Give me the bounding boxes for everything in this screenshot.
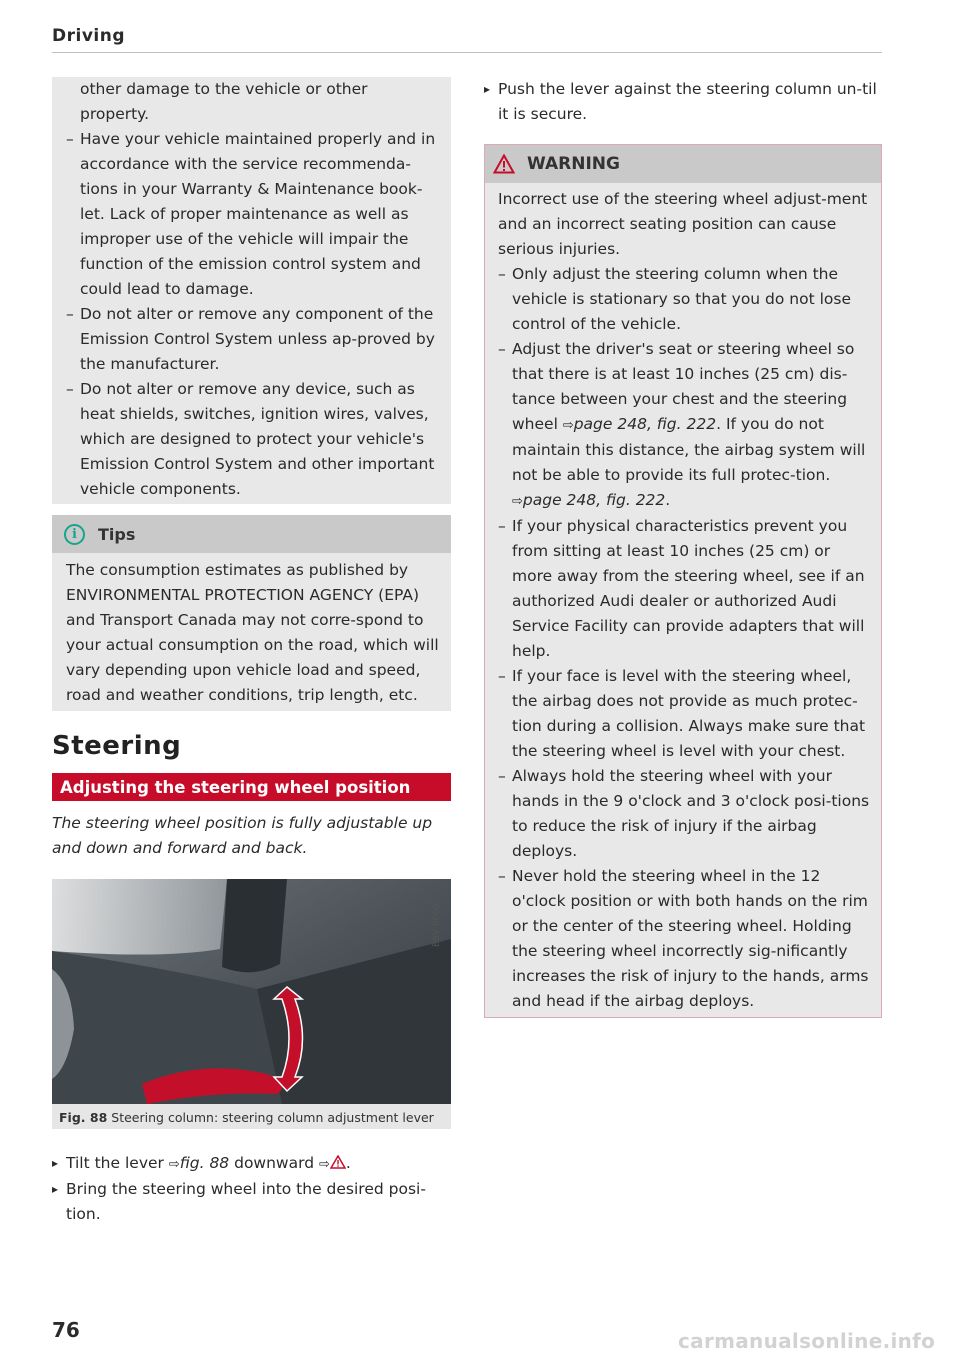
- section-bar: Adjusting the steering wheel position: [52, 773, 451, 801]
- fig-ref[interactable]: fig. 88: [179, 1154, 230, 1172]
- tips-body: The consumption estimates as published by ENVIRONMENTAL PROTECTION AGENCY (EPA) and Transport Canada may not corre-spond to your actual consumption on the road, which will vary depending upon vehicle load and speed, road and weather conditions, trip length, etc.: [52, 553, 451, 711]
- figure-caption: [59, 1110, 434, 1125]
- warning-body: [485, 183, 881, 1017]
- warning-triangle-icon: [493, 154, 515, 174]
- warning-item-2-text-mid: . If you do not maintain this distance, the airbag system will not be able to provide its full protec-tion.: [512, 415, 866, 484]
- warning-item-2: [498, 337, 871, 514]
- maintenance-item-3: – Do not alter or remove any device, such as heat shields, switches, ignition wires, valves, which are designed to protect your vehicle's Emission Control System and other important vehicle components.: [66, 377, 441, 502]
- warning-triangle-icon[interactable]: [330, 1155, 346, 1169]
- step-1: ▸ Tilt the lever ⇨fig. 88 downward ⇨ .: [52, 1151, 451, 1177]
- warning-item-2-text-end: .: [665, 491, 671, 509]
- right-column: [484, 77, 882, 1018]
- warning-item-3: – If your physical characteristics prevent you from sitting at least 10 inches (25 cm) or more away from the steering wheel, see if an authorized Audi dealer or authorized Audi Service Facility can provide adapters that will help.: [498, 514, 871, 664]
- maintenance-continuation: other damage to the vehicle or other property.: [80, 80, 368, 123]
- page-header: [52, 26, 882, 53]
- warning-item-4: – If your face is level with the steering wheel, the airbag does not provide as much protec-tion during a collision. Always make sure that the steering wheel is level with your chest.: [498, 664, 871, 764]
- page-ref[interactable]: page 248, fig. 222: [522, 491, 666, 509]
- step-1-text: Tilt the lever: [66, 1154, 169, 1172]
- warning-item-2-text: Adjust the driver's seat or steering wheel so that there is at least 10 inches (25 cm) dis-tance between your chest and the steering wheel: [512, 340, 855, 433]
- ref-arrow-icon: ⇨: [512, 494, 523, 509]
- figure-caption-text: Steering column: steering column adjustment lever: [111, 1110, 434, 1125]
- step-2: ▸ Bring the steering wheel into the desired posi-tion.: [52, 1177, 451, 1227]
- maintenance-item-2: – Do not alter or remove any component of the Emission Control System unless ap-proved by the manufacturer.: [66, 302, 441, 377]
- warning-title: WARNING: [527, 154, 620, 174]
- steering-lever-illustration: [52, 879, 451, 1104]
- warning-intro: Incorrect use of the steering wheel adjust-ment and an incorrect seating position can cause serious injuries.: [498, 190, 868, 258]
- warning-box: [484, 144, 882, 1018]
- ref-arrow-icon: ⇨: [562, 418, 574, 433]
- section-title: Driving: [52, 26, 126, 46]
- warning-item-6: – Never hold the steering wheel in the 12 o'clock position or with both hands on the rim or the center of the steering wheel. Holding the steering wheel incorrectly sig-nificantly increases the risk of injury to the hands, arms and head if the airbag deploys.: [498, 864, 871, 1014]
- steps-list: [52, 1151, 451, 1227]
- warning-item-5: – Always hold the steering wheel with your hands in the 9 o'clock and 3 o'clock posi-tions to reduce the risk of injury if the airbag deploys.: [498, 764, 871, 864]
- maintenance-box: [52, 77, 451, 504]
- watermark: carmanualsonline.info: [678, 1329, 936, 1353]
- figure-code: B8V-0060: [432, 903, 442, 947]
- step-1-text-end: downward: [229, 1154, 319, 1172]
- section-intro: The steering wheel position is fully adjustable up and down and forward and back.: [52, 814, 433, 857]
- info-icon: i: [64, 524, 85, 545]
- tips-header: [52, 515, 451, 553]
- warning-header: [485, 145, 881, 183]
- step-3: ▸ Push the lever against the steering column un-til it is secure.: [484, 77, 882, 127]
- left-column: [52, 77, 451, 1227]
- ref-arrow-icon: ⇨: [168, 1157, 180, 1172]
- steering-heading: Steering: [52, 731, 182, 761]
- page-ref[interactable]: page 248, fig. 222: [573, 415, 717, 433]
- page-number: 76: [52, 1318, 80, 1342]
- figure-label: Fig. 88: [59, 1110, 108, 1125]
- maintenance-item-1: – Have your vehicle maintained properly and in accordance with the service recommenda-tions in your Warranty & Maintenance book-let. Lack of proper maintenance as well as improper use of the vehicle will impair the function of the emission control system and could lead to damage.: [66, 127, 441, 302]
- tips-title: Tips: [98, 524, 136, 544]
- ref-arrow-icon: ⇨: [318, 1157, 330, 1172]
- warning-item-1: – Only adjust the steering column when the vehicle is stationary so that you do not lose control of the vehicle.: [498, 262, 871, 337]
- figure-88: [52, 879, 451, 1129]
